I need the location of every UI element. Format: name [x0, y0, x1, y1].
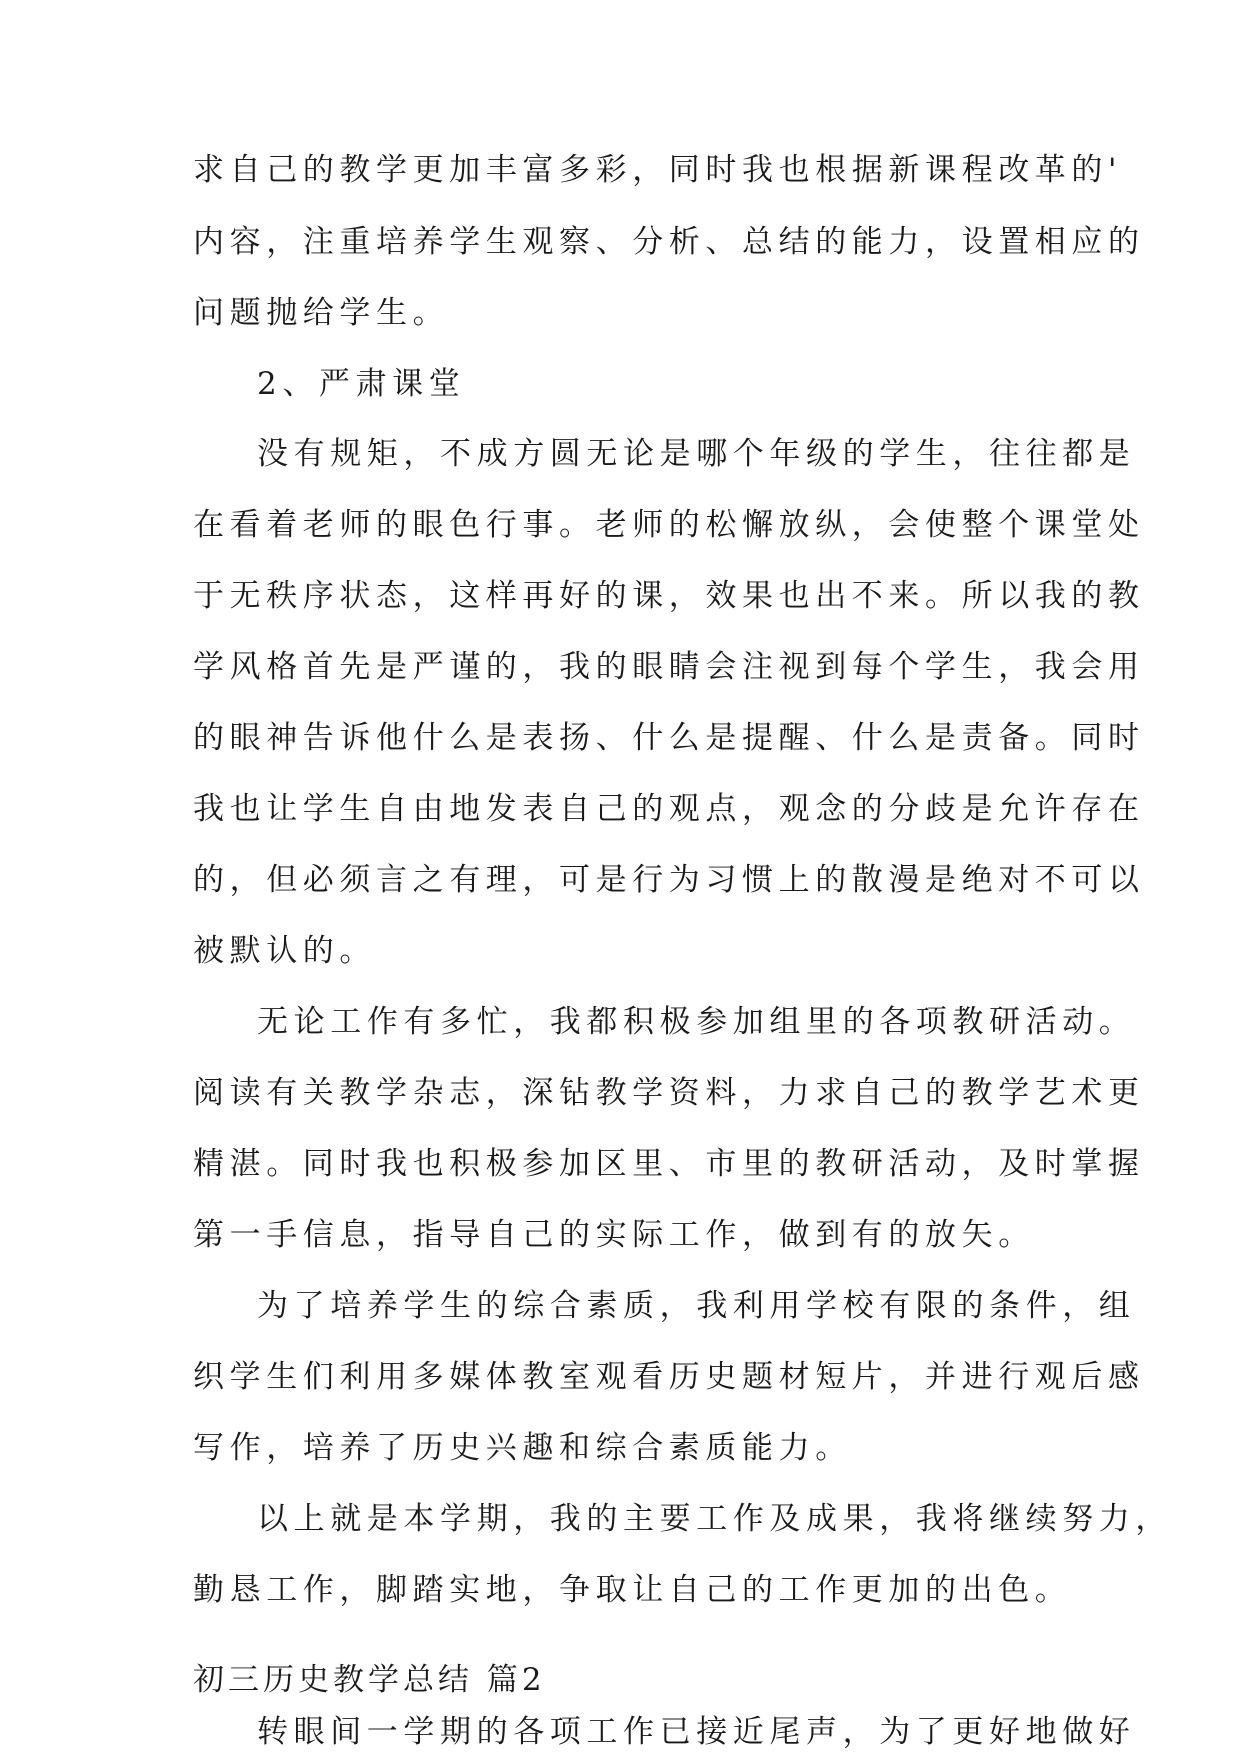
paragraph-line: 为了培养学生的综合素质，我利用学校有限的条件，组 [257, 1288, 1136, 1324]
paragraph-line: 于无秩序状态，这样再好的课，效果也出不来。所以我的教 [193, 578, 1145, 614]
paragraph-line: 无论工作有多忙，我都积极参加组里的各项教研活动。 [257, 1004, 1136, 1040]
paragraph-line: 的眼神告诉他什么是表扬、什么是提醒、什么是责备。同时 [193, 720, 1145, 756]
paragraph-line: 阅读有关教学杂志，深钻教学资料，力求自己的教学艺术更 [193, 1075, 1145, 1111]
section-title: 初三历史教学总结 篇2 [193, 1662, 546, 1698]
paragraph-line: 学风格首先是严谨的，我的眼睛会注视到每个学生，我会用 [193, 649, 1145, 685]
paragraph-line: 我也让学生自由地发表自己的观点，观念的分歧是允许存在 [193, 791, 1145, 827]
paragraph-line: 的，但必须言之有理，可是行为习惯上的散漫是绝对不可以 [193, 862, 1145, 898]
section-heading: 2、严肃课堂 [257, 366, 466, 402]
paragraph-line: 写作，培养了历史兴趣和综合素质能力。 [193, 1430, 852, 1466]
paragraph-line: 没有规矩，不成方圆无论是哪个年级的学生，往往都是 [257, 436, 1136, 472]
paragraph-line: 转眼间一学期的各项工作已接近尾声，为了更好地做好 [257, 1714, 1136, 1750]
paragraph-line: 织学生们利用多媒体教室观看历史题材短片，并进行观后感 [193, 1359, 1145, 1395]
paragraph-line: 勤恳工作，脚踏实地，争取让自己的工作更加的出色。 [193, 1572, 1072, 1608]
paragraph-line: 问题抛给学生。 [193, 295, 450, 331]
paragraph-line: 内容，注重培养学生观察、分析、总结的能力，设置相应的 [193, 224, 1145, 260]
paragraph-line: 求自己的教学更加丰富多彩，同时我也根据新课程改革的' [193, 152, 1123, 188]
paragraph-line: 在看着老师的眼色行事。老师的松懈放纵，会使整个课堂处 [193, 507, 1145, 543]
paragraph-line: 第一手信息，指导自己的实际工作，做到有的放矢。 [193, 1217, 1035, 1253]
paragraph-line: 被默认的。 [193, 933, 376, 969]
paragraph-line: 精湛。同时我也积极参加区里、市里的教研活动，及时掌握 [193, 1146, 1145, 1182]
paragraph-line: 以上就是本学期，我的主要工作及成果，我将继续努力， [257, 1501, 1172, 1537]
